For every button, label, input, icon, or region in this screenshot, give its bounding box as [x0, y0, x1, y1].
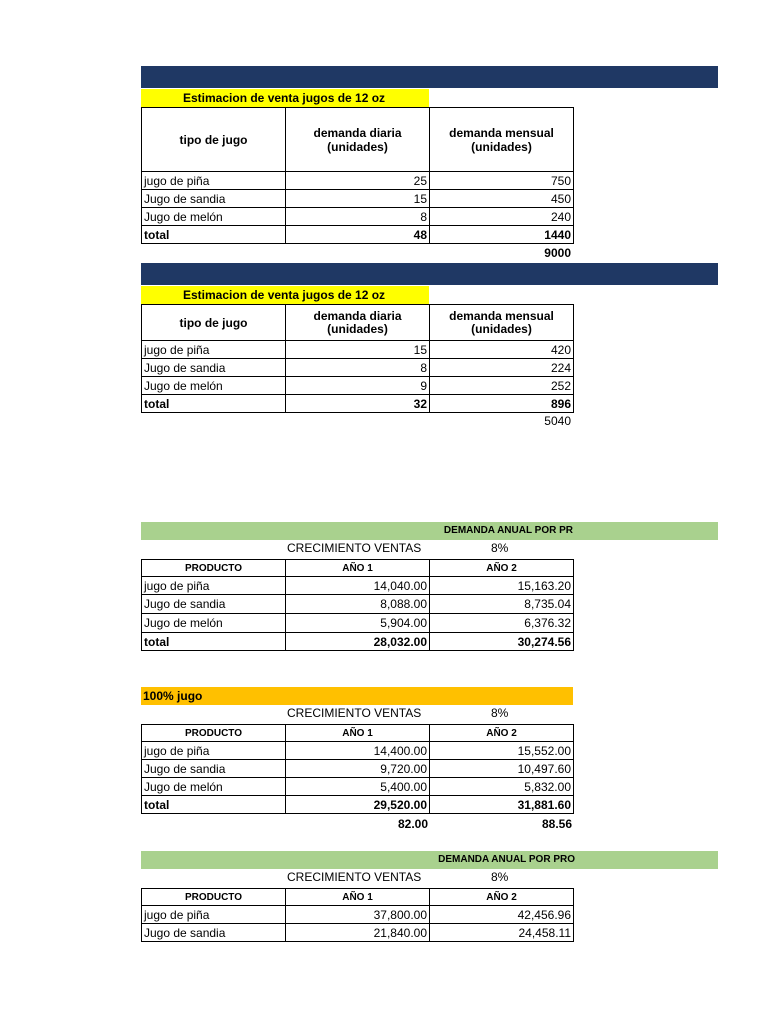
row-label: Jugo de melón	[142, 377, 286, 395]
table-row	[142, 760, 574, 778]
row-label: total	[142, 395, 286, 413]
growth-label: CRECIMIENTO VENTAS	[287, 706, 422, 720]
row-label: total	[142, 633, 286, 651]
growth-value: 8%	[491, 541, 509, 555]
row-label: jugo de piña	[142, 341, 286, 359]
cell-value: 42,456.96	[430, 906, 574, 924]
row-label: Jugo de melón	[142, 614, 286, 633]
total-row	[142, 796, 574, 814]
section4-extra-ano1: 82.00	[397, 817, 428, 831]
col-header-mensual: demanda mensual (unidades)	[430, 108, 574, 172]
cell-value: 48	[286, 226, 430, 244]
row-label: Jugo de sandia	[142, 924, 286, 942]
growth-label: CRECIMIENTO VENTAS	[287, 870, 422, 884]
total-row	[142, 226, 574, 244]
cell-value: 31,881.60	[430, 796, 574, 814]
cell-value: 8	[286, 359, 430, 377]
cell-value: 32	[286, 395, 430, 413]
cell-value: 420	[430, 341, 574, 359]
section1-extra-value: 9000	[544, 246, 571, 260]
cell-value: 5,832.00	[430, 778, 574, 796]
cell-value: 14,040.00	[286, 577, 430, 595]
cell-value: 8,735.04	[430, 595, 574, 614]
col-header-diaria: demanda diaria (unidades)	[286, 108, 430, 172]
table-row	[142, 924, 574, 942]
table-row	[142, 906, 574, 924]
cell-value: 5,904.00	[286, 614, 430, 633]
col-header-producto: PRODUCTO	[142, 560, 286, 577]
table-row	[142, 172, 574, 190]
row-label: Jugo de sandia	[142, 359, 286, 377]
growth-value: 8%	[491, 706, 509, 720]
table-row	[142, 742, 574, 760]
row-label: Jugo de sandia	[142, 595, 286, 614]
row-label: jugo de piña	[142, 906, 286, 924]
table-row	[142, 359, 574, 377]
total-row	[142, 633, 574, 651]
cell-value: 15,163.20	[430, 577, 574, 595]
header-bar-1	[141, 66, 718, 88]
annual-table-3	[141, 888, 574, 942]
cell-value: 240	[430, 208, 574, 226]
section4-extra-ano2: 88.56	[541, 817, 572, 831]
annual-table-2	[141, 724, 574, 814]
row-label: Jugo de melón	[142, 778, 286, 796]
row-label: total	[142, 796, 286, 814]
cell-value: 15	[286, 190, 430, 208]
col-header-ano1: AÑO 1	[286, 889, 430, 906]
table-row	[142, 595, 574, 614]
cell-value: 37,800.00	[286, 906, 430, 924]
cell-value: 6,376.32	[430, 614, 574, 633]
row-label: jugo de piña	[142, 742, 286, 760]
cell-value: 8	[286, 208, 430, 226]
col-header-ano1: AÑO 1	[286, 725, 430, 742]
col-header-tipo: tipo de jugo	[142, 305, 286, 341]
demand-table-2	[141, 304, 574, 413]
juice-100-banner: 100% jugo	[141, 687, 573, 705]
cell-value: 14,400.00	[286, 742, 430, 760]
row-label: Jugo de sandia	[142, 760, 286, 778]
section2-extra-value: 5040	[544, 414, 571, 428]
cell-value: 450	[430, 190, 574, 208]
row-label: Jugo de melón	[142, 208, 286, 226]
table-row	[142, 341, 574, 359]
growth-value: 8%	[491, 870, 509, 884]
table-row	[142, 577, 574, 595]
table-row	[142, 377, 574, 395]
cell-value: 224	[430, 359, 574, 377]
annual-demand-banner-2: DEMANDA ANUAL POR PRO	[141, 851, 718, 869]
col-header-ano2: AÑO 2	[430, 889, 574, 906]
cell-value: 8,088.00	[286, 595, 430, 614]
col-header-ano1: AÑO 1	[286, 560, 430, 577]
row-label: total	[142, 226, 286, 244]
cell-value: 21,840.00	[286, 924, 430, 942]
section2-title: Estimacion de venta jugos de 12 oz	[141, 286, 429, 304]
row-label: jugo de piña	[142, 172, 286, 190]
cell-value: 28,032.00	[286, 633, 430, 651]
col-header-producto: PRODUCTO	[142, 725, 286, 742]
annual-table-1	[141, 559, 574, 651]
table-row	[142, 778, 574, 796]
cell-value: 252	[430, 377, 574, 395]
table-row	[142, 190, 574, 208]
col-header-producto: PRODUCTO	[142, 889, 286, 906]
table-row	[142, 208, 574, 226]
cell-value: 29,520.00	[286, 796, 430, 814]
cell-value: 896	[430, 395, 574, 413]
cell-value: 25	[286, 172, 430, 190]
col-header-diaria: demanda diaria (unidades)	[286, 305, 430, 341]
section1-title: Estimacion de venta jugos de 12 oz	[141, 89, 429, 107]
cell-value: 30,274.56	[430, 633, 574, 651]
col-header-mensual: demanda mensual (unidades)	[430, 305, 574, 341]
total-row	[142, 395, 574, 413]
cell-value: 10,497.60	[430, 760, 574, 778]
cell-value: 750	[430, 172, 574, 190]
annual-demand-banner-1: DEMANDA ANUAL POR PR	[141, 522, 718, 540]
cell-value: 9,720.00	[286, 760, 430, 778]
col-header-ano2: AÑO 2	[430, 725, 574, 742]
cell-value: 9	[286, 377, 430, 395]
cell-value: 1440	[430, 226, 574, 244]
header-bar-2	[141, 263, 718, 285]
cell-value: 5,400.00	[286, 778, 430, 796]
row-label: jugo de piña	[142, 577, 286, 595]
table-row	[142, 614, 574, 633]
cell-value: 15,552.00	[430, 742, 574, 760]
demand-table-1	[141, 107, 574, 244]
col-header-ano2: AÑO 2	[430, 560, 574, 577]
cell-value: 15	[286, 341, 430, 359]
row-label: Jugo de sandia	[142, 190, 286, 208]
cell-value: 24,458.11	[430, 924, 574, 942]
growth-label: CRECIMIENTO VENTAS	[287, 541, 422, 555]
col-header-tipo: tipo de jugo	[142, 108, 286, 172]
